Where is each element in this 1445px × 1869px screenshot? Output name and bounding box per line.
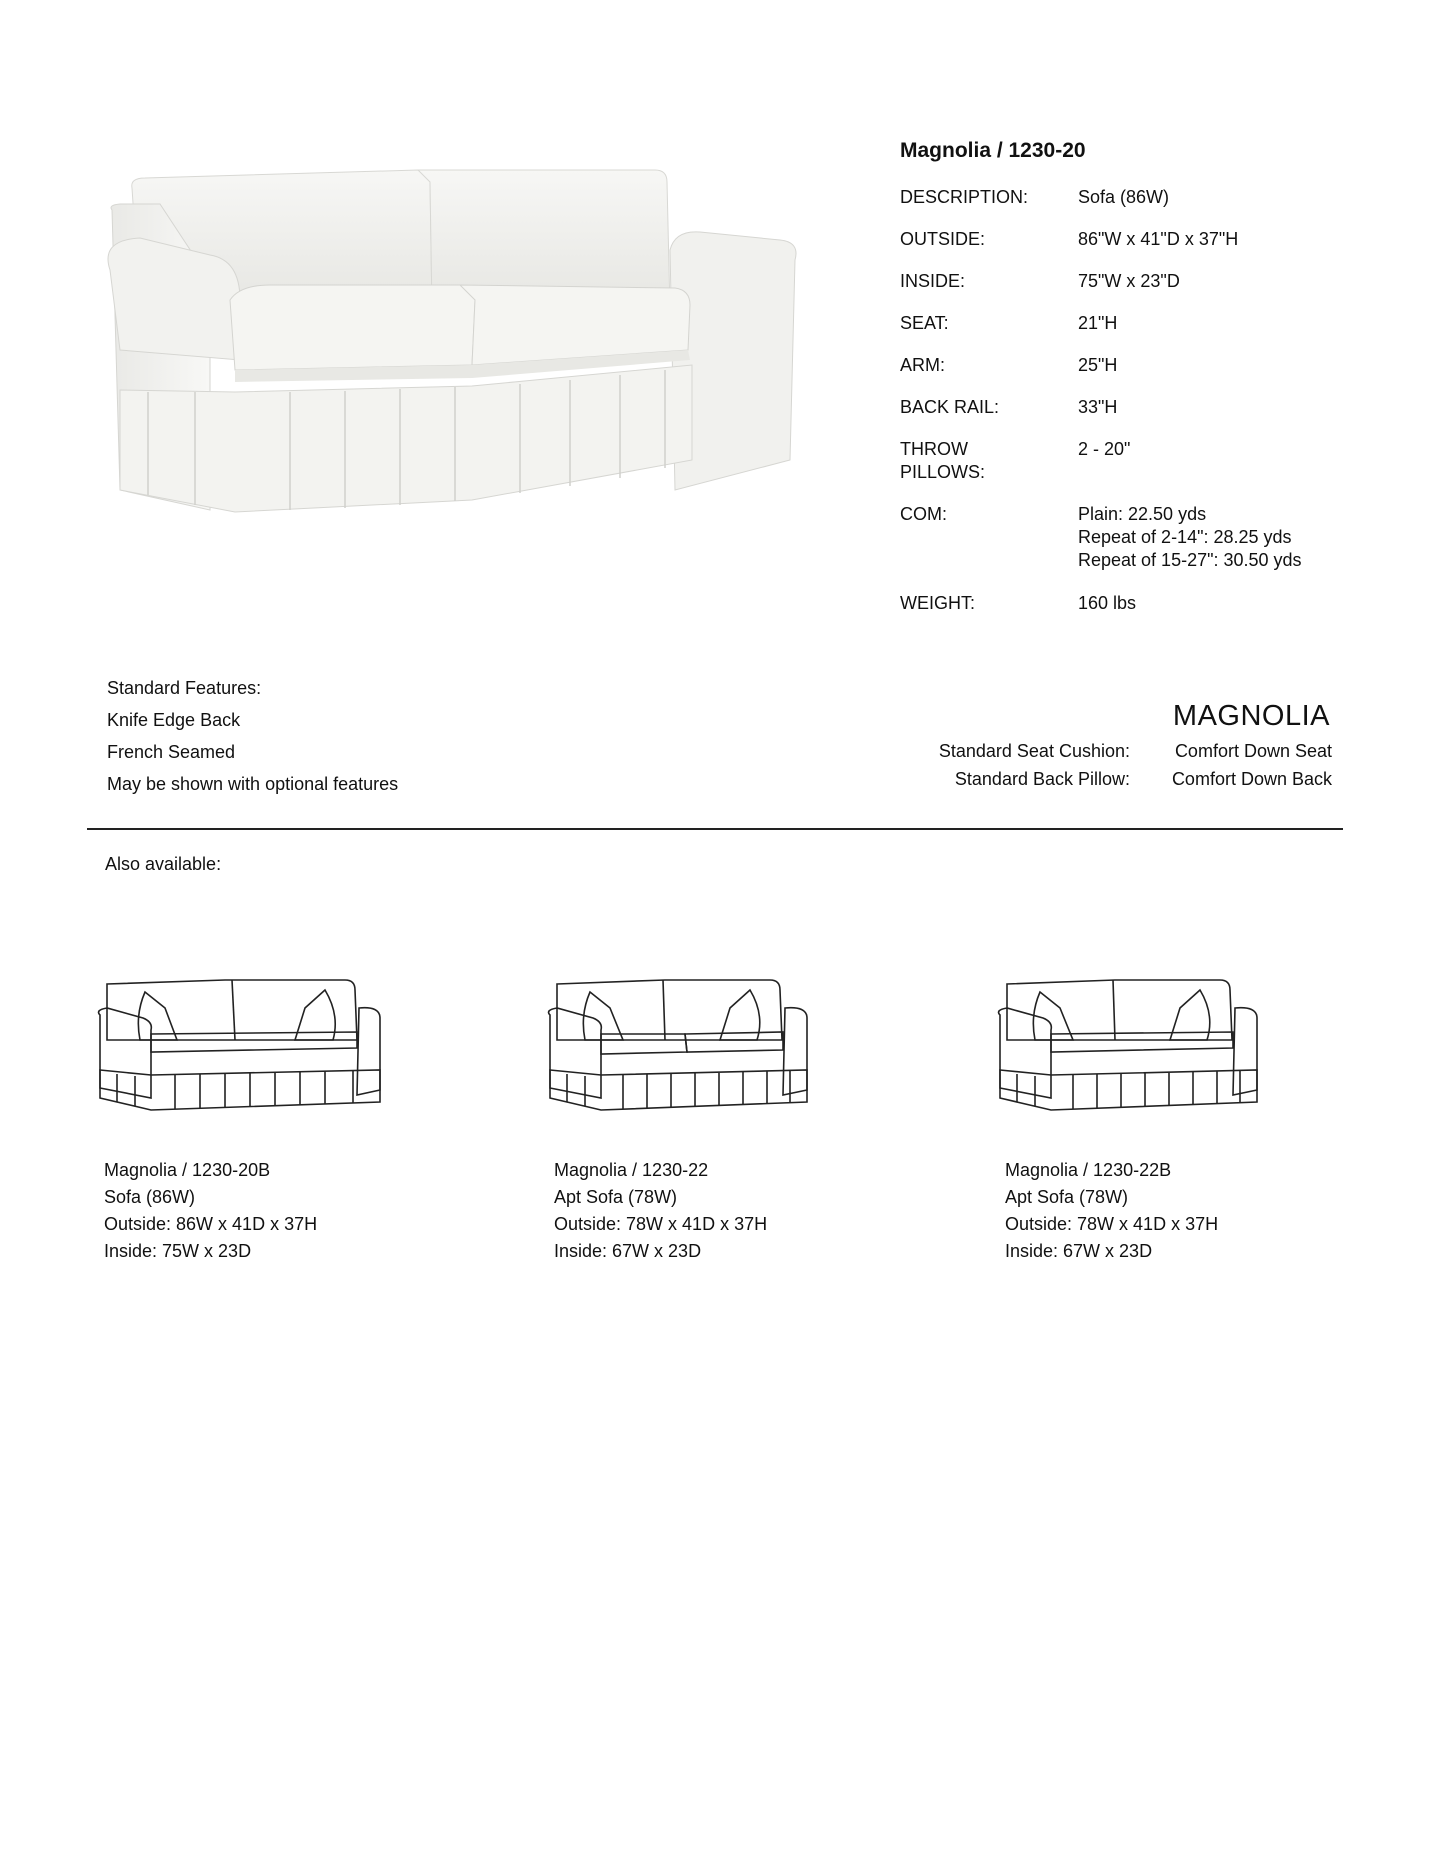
variant-inside-dims: Inside: 67W x 23D <box>1005 1241 1153 1261</box>
spec-label-weight: WEIGHT: <box>900 593 975 613</box>
variant-outside-dims: Outside: 78W x 41D x 37H <box>554 1214 768 1234</box>
spec-label-seat: SEAT: <box>900 313 949 333</box>
variant-sofa-drawing <box>95 970 425 1130</box>
variant-name: Magnolia / 1230-22B <box>1005 1160 1172 1180</box>
spec-value-com-plain: Plain: 22.50 yds <box>1078 504 1207 524</box>
spec-label-throw-pillows: THROW PILLOWS: <box>900 439 986 482</box>
back-pillow-label: Standard Back Pillow: <box>954 769 1130 789</box>
variant-name: Magnolia / 1230-20B <box>104 1160 271 1180</box>
variant-info <box>1005 1157 1218 1265</box>
feature-item: Knife Edge Back <box>107 710 241 730</box>
spec-value-outside: 86"W x 41"D x 37"H <box>1078 229 1239 249</box>
variant-sofa-drawing <box>995 970 1325 1130</box>
spec-label-description: DESCRIPTION: <box>900 187 1029 207</box>
variant-info <box>104 1157 317 1265</box>
variant-inside-dims: Inside: 67W x 23D <box>554 1241 702 1261</box>
section-divider <box>87 828 1343 830</box>
spec-value-com-repeat-2-14: Repeat of 2-14": 28.25 yds <box>1078 527 1292 547</box>
back-pillow-value: Comfort Down Back <box>1171 769 1332 789</box>
spec-value-back-rail: 33"H <box>1078 397 1118 417</box>
variant-inside-dims: Inside: 75W x 23D <box>104 1241 252 1261</box>
product-title: Magnolia / 1230-20 <box>900 139 1086 162</box>
feature-item: May be shown with optional features <box>107 774 399 794</box>
spec-label-back-rail: BACK RAIL: <box>900 397 1000 417</box>
spec-label-com: COM: <box>900 504 947 524</box>
spec-value-seat: 21"H <box>1078 313 1118 333</box>
spec-label-inside: INSIDE: <box>900 271 966 291</box>
variant-outside-dims: Outside: 86W x 41D x 37H <box>104 1214 318 1234</box>
spec-value-arm: 25"H <box>1078 355 1118 375</box>
seat-cushion-value: Comfort Down Seat <box>1174 741 1332 761</box>
features-heading: Standard Features: <box>107 678 262 698</box>
spec-value-weight: 160 lbs <box>1078 593 1137 613</box>
spec-value-description: Sofa (86W) <box>1078 187 1170 207</box>
seat-cushion-label: Standard Seat Cushion: <box>938 741 1130 761</box>
variant-name: Magnolia / 1230-22 <box>554 1160 709 1180</box>
spec-label-outside: OUTSIDE: <box>900 229 986 249</box>
brand-name: MAGNOLIA <box>1172 700 1330 732</box>
sofa-product-image <box>100 160 840 540</box>
variant-info <box>554 1157 767 1265</box>
spec-value-com-repeat-15-27: Repeat of 15-27": 30.50 yds <box>1078 550 1302 570</box>
variant-sofa-drawing <box>545 970 875 1130</box>
variant-description: Apt Sofa (78W) <box>554 1187 678 1207</box>
spec-label-arm: ARM: <box>900 355 945 375</box>
spec-value-inside: 75"W x 23"D <box>1078 271 1180 291</box>
spec-value-throw-pillows: 2 - 20" <box>1078 439 1131 459</box>
feature-item: French Seamed <box>107 742 236 762</box>
variant-description: Apt Sofa (78W) <box>1005 1187 1129 1207</box>
also-available-heading: Also available: <box>105 854 222 874</box>
variant-outside-dims: Outside: 78W x 41D x 37H <box>1005 1214 1219 1234</box>
variant-description: Sofa (86W) <box>104 1187 196 1207</box>
